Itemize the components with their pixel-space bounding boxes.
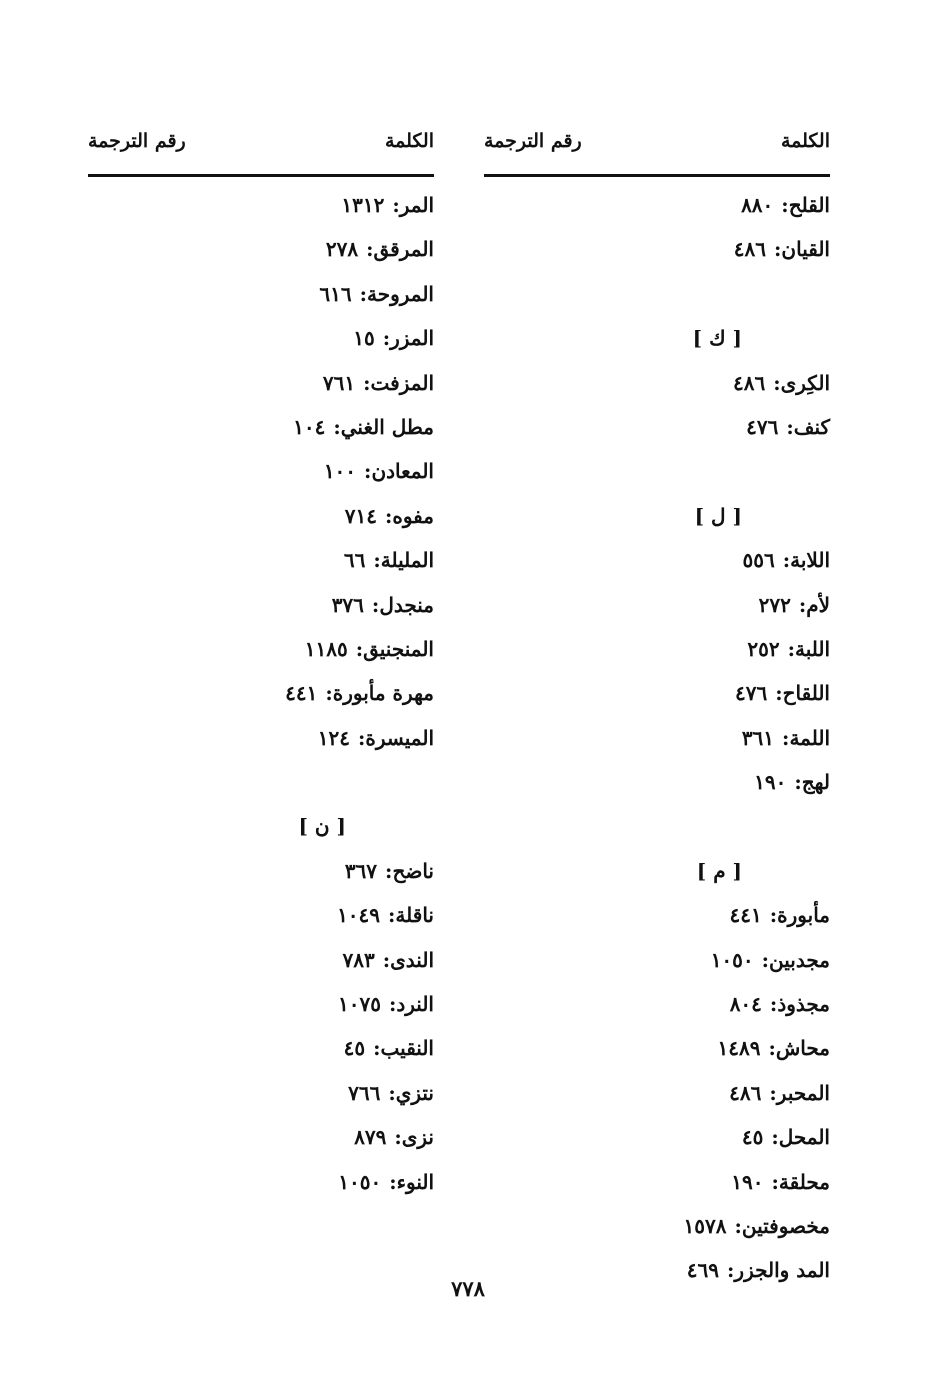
entry-separator: :: [798, 592, 807, 617]
entry-word: لأم: [806, 592, 830, 617]
entry-list: [88, 183, 434, 1204]
entry-number: ٧٦٦: [348, 1080, 381, 1105]
entry-number: ٤٨٦: [732, 370, 766, 395]
index-entry: [88, 494, 434, 538]
entry-number: ١٠٥٠: [338, 1169, 382, 1194]
entry-word: ناضح: [392, 858, 434, 883]
entry-separator: :: [769, 1080, 777, 1105]
entry-word: كنف: [793, 414, 830, 439]
entry-word: نتزي: [395, 1080, 434, 1105]
index-entry: [88, 449, 434, 493]
header-rule: [88, 174, 434, 177]
index-entry: [484, 405, 830, 449]
entry-separator: :: [787, 636, 795, 661]
index-entry: [88, 316, 434, 360]
entry-number: ١٠٥٠: [710, 947, 754, 972]
entry-word: النقيب: [380, 1036, 434, 1061]
entry-word: مخصوفتين: [741, 1213, 830, 1238]
entry-word: القيان: [781, 237, 830, 262]
index-entry: [484, 716, 830, 760]
entry-word: مطل الغني: [340, 414, 434, 439]
entry-number: ١٤٨٩: [717, 1036, 761, 1061]
header-number-label: رقم الترجمة: [88, 130, 186, 152]
index-entry: [484, 982, 830, 1026]
entry-list: [484, 183, 830, 1293]
index-entry: [484, 1160, 830, 1204]
entry-number: ٣٧٦: [331, 592, 364, 617]
entry-number: ٧٨٣: [342, 947, 375, 972]
entry-separator: :: [782, 725, 790, 750]
section-spacer: [88, 760, 434, 804]
entry-number: ١٠٠: [323, 459, 357, 484]
entry-number: ٨٠٤: [729, 992, 762, 1017]
entry-word: اللقاح: [782, 681, 830, 706]
entry-separator: :: [774, 237, 782, 262]
entry-word: اللابة: [790, 548, 830, 573]
entry-separator: :: [384, 503, 393, 528]
entry-separator: :: [388, 1080, 396, 1105]
entry-separator: :: [769, 992, 778, 1017]
index-entry: [484, 760, 830, 804]
index-entry: [88, 938, 434, 982]
entry-word: المر: [399, 193, 434, 217]
entry-word: المروحة: [367, 281, 434, 306]
entry-separator: :: [364, 459, 372, 484]
entry-number: ٤٧٦: [746, 414, 779, 439]
entry-number: ١٣١٢: [341, 193, 385, 217]
entry-separator: :: [385, 858, 393, 883]
entry-number: ٢٥٢: [747, 636, 780, 661]
entry-word: اللبة: [794, 636, 830, 661]
header-rule: [484, 174, 830, 177]
entry-word: الميسرة: [365, 725, 434, 750]
column-header: [484, 126, 830, 160]
entry-separator: :: [382, 947, 391, 972]
index-column-left: [88, 126, 434, 1204]
entry-separator: :: [782, 548, 791, 573]
entry-number: ٤٨٦: [729, 1080, 762, 1105]
index-entry: [88, 982, 434, 1026]
letter-section-heading: [ ك ]: [692, 326, 742, 351]
index-entry: [484, 361, 830, 405]
entry-separator: :: [333, 414, 341, 439]
entry-separator: :: [786, 414, 794, 439]
index-entry: [484, 938, 830, 982]
entry-word: المنجنيق: [363, 636, 434, 661]
entry-separator: :: [734, 1213, 742, 1238]
index-entry: [88, 716, 434, 760]
entry-word: محاش: [775, 1036, 830, 1061]
entry-number: ٢٧٢: [758, 592, 791, 617]
entry-number: ١٥٧٨: [683, 1213, 727, 1238]
entry-separator: :: [355, 636, 364, 661]
entry-separator: :: [371, 592, 380, 617]
entry-separator: :: [388, 903, 396, 928]
entry-separator: :: [388, 992, 397, 1017]
index-entry: [484, 893, 830, 937]
index-entry: [484, 583, 830, 627]
entry-separator: :: [761, 947, 770, 972]
entry-separator: :: [771, 1169, 779, 1194]
index-entry: [484, 1071, 830, 1115]
index-entry: [88, 671, 434, 715]
entry-separator: :: [771, 1125, 779, 1150]
entry-number: ٨٧٩: [354, 1125, 387, 1150]
index-entry: [88, 893, 434, 937]
letter-section-heading: [ ل ]: [694, 503, 742, 528]
entry-separator: :: [389, 1169, 397, 1194]
index-entry: [88, 361, 434, 405]
entry-separator: :: [366, 237, 374, 262]
entry-word: الندى: [390, 947, 434, 972]
index-entry: [484, 627, 830, 671]
index-entry: [484, 538, 830, 582]
entry-number: ٧٦١: [322, 370, 356, 395]
entry-number: ٤٤١: [729, 903, 762, 928]
index-entry: [88, 538, 434, 582]
entry-number: ٤٥: [343, 1036, 366, 1061]
entry-word: المليلة: [380, 548, 434, 573]
entry-separator: :: [394, 1125, 402, 1150]
entry-word: الكِرى: [780, 370, 830, 395]
entry-word: منجدل: [379, 592, 434, 617]
entry-separator: :: [382, 326, 391, 351]
index-entry: [88, 583, 434, 627]
entry-number: ٤٨٦: [733, 237, 767, 262]
entry-number: ١١٨٥: [304, 636, 348, 661]
header-word-label: الكلمة: [780, 130, 830, 152]
header-number-label: رقم الترجمة: [484, 130, 582, 152]
entry-word: المزر: [390, 326, 434, 351]
index-entry: [484, 1204, 830, 1248]
entry-number: ٣٦١: [741, 725, 775, 750]
entry-word: النرد: [396, 992, 434, 1017]
entry-number: ١٠٧٥: [338, 992, 381, 1017]
entry-number: ٦١٦: [319, 281, 352, 306]
entry-separator: :: [358, 725, 366, 750]
entry-word: لهج: [801, 770, 830, 795]
index-entry: [484, 1026, 830, 1070]
column-header: [88, 126, 434, 160]
section-spacer: [484, 449, 830, 493]
entry-word: النوء: [396, 1169, 434, 1194]
entry-separator: :: [325, 681, 333, 706]
header-word-label: الكلمة: [384, 130, 434, 152]
entry-separator: :: [373, 548, 381, 573]
entry-word: المرقق: [373, 237, 434, 262]
entry-number: ١٢٤: [317, 725, 350, 750]
entry-word: مجذوذ: [777, 992, 830, 1017]
index-entry: [88, 1071, 434, 1115]
index-entry: [484, 671, 830, 715]
entry-separator: :: [775, 681, 783, 706]
entry-word: نزى: [401, 1125, 434, 1150]
index-entry: [88, 405, 434, 449]
entry-word: المحبر: [776, 1080, 830, 1105]
section-spacer: [484, 804, 830, 848]
index-entry: [484, 1115, 830, 1159]
entry-word: اللمة: [789, 725, 830, 750]
entry-number: ٧١٤: [344, 503, 377, 528]
index-column-right: [484, 126, 830, 1293]
entry-number: ١٩٠: [754, 770, 787, 795]
entry-number: ٦٦: [343, 548, 366, 573]
entry-number: ٥٥٦: [742, 548, 775, 573]
entry-number: ١٠٤٩: [337, 903, 381, 928]
index-entry: [88, 183, 434, 227]
entry-word: مجدبين: [769, 947, 830, 972]
letter-section-heading: [ ن ]: [298, 814, 346, 839]
index-entry: [88, 849, 434, 893]
entry-separator: :: [727, 1258, 735, 1283]
entry-separator: :: [781, 193, 789, 217]
index-entry: [88, 272, 434, 316]
entry-number: ٨٨٠: [741, 193, 774, 217]
entry-separator: :: [768, 1036, 776, 1061]
index-entry: [88, 1160, 434, 1204]
entry-word: القلح: [788, 193, 830, 217]
entry-word: المعادن: [371, 459, 434, 484]
index-entry: [88, 1115, 434, 1159]
entry-separator: :: [392, 193, 400, 217]
entry-word: المد والجزر: [734, 1258, 830, 1283]
entry-number: ٤٧٦: [734, 681, 768, 706]
index-entry: [88, 227, 434, 271]
entry-number: ٢٧٨: [325, 237, 359, 262]
entry-separator: :: [794, 770, 802, 795]
entry-word: ناقلة: [395, 903, 434, 928]
entry-word: مفوه: [392, 503, 434, 528]
entry-number: ٤٤١: [285, 681, 318, 706]
entry-word: المحل: [778, 1125, 830, 1150]
index-entry: [88, 1026, 434, 1070]
entry-number: ٤٦٩: [686, 1258, 720, 1283]
entry-word: مأبورة: [777, 903, 830, 928]
entry-number: ١٥: [353, 326, 375, 351]
entry-separator: :: [373, 1036, 381, 1061]
letter-section-heading: [ م ]: [696, 858, 742, 883]
entry-number: ٣٦٧: [344, 858, 378, 883]
entry-separator: :: [769, 903, 778, 928]
entry-number: ١٩٠: [731, 1169, 764, 1194]
entry-separator: :: [363, 370, 371, 395]
entry-separator: :: [359, 281, 367, 306]
entry-number: ٤٥: [741, 1125, 764, 1150]
entry-word: محلقة: [778, 1169, 830, 1194]
entry-separator: :: [773, 370, 781, 395]
section-spacer: [484, 272, 830, 316]
page-number: ٧٧٨: [451, 1276, 485, 1301]
index-entry: [484, 183, 830, 227]
entry-word: مهرة مأبورة: [332, 681, 434, 706]
entry-word: المزفت: [370, 370, 434, 395]
index-entry: [88, 627, 434, 671]
entry-number: ١٠٤: [293, 414, 326, 439]
index-entry: [484, 227, 830, 271]
